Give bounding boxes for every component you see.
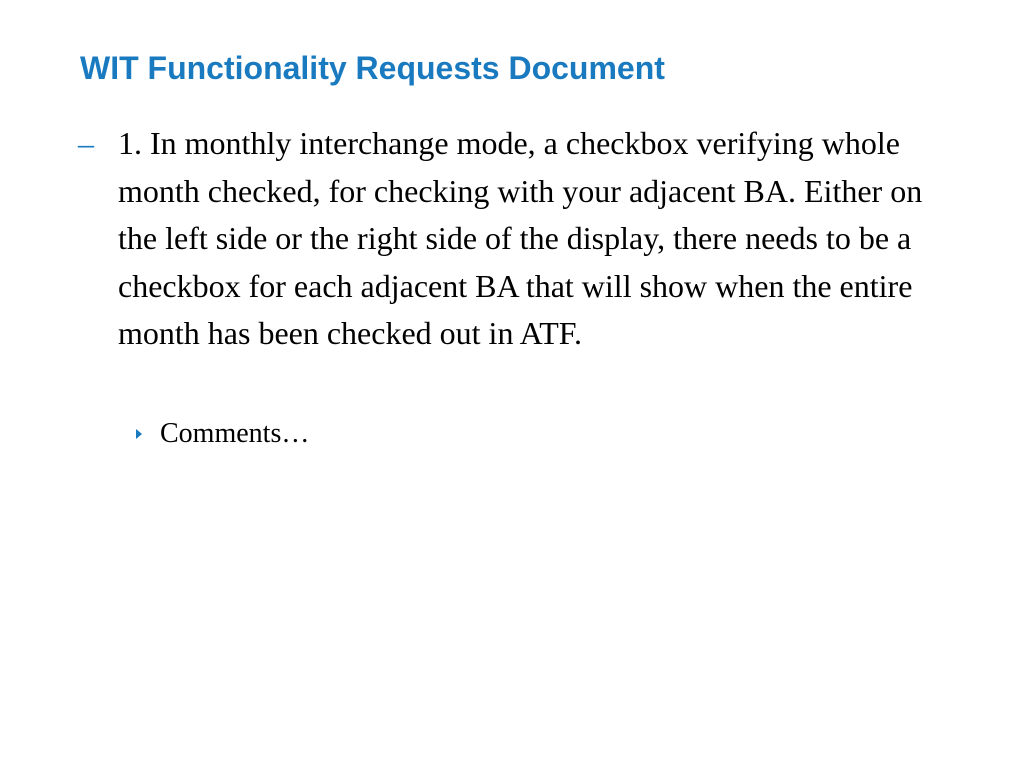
sub-bullet-text: Comments… [160,418,310,449]
sub-bullet-item [136,416,836,456]
triangle-right-icon [136,429,142,439]
bullet-text: 1. In monthly interchange mode, a checkbox verifying whole month checked, for checking with your adjacent BA. Either on the left side or the right side of the display, there needs to be a checkbox for each adjacent BA that will show when the entire month has been checked out in ATF. [118,125,923,351]
slide-title: WIT Functionality Requests Document [80,50,665,86]
dash-bullet: – [78,125,94,161]
